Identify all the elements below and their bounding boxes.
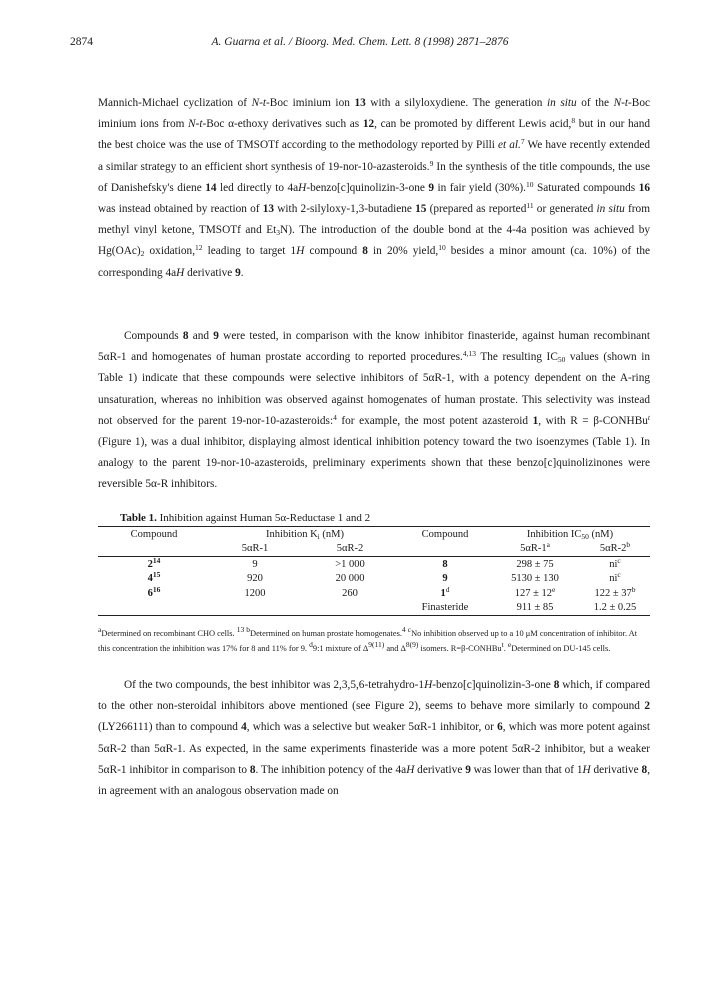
table-cell-compound: 9 — [442, 573, 448, 585]
table-cell: 260 — [342, 587, 358, 599]
table-row — [98, 586, 650, 601]
table-cell: $ni^c$ — [609, 555, 621, 570]
table-cell: $ni^c$ — [609, 570, 621, 585]
paragraph-2: Compounds 8 and 9 were tested, in comparison with the know inhibitor finasteride, against human recombinant 5αR-1 and homogenates of human prostate according to reported procedures.$^{4,13}$ The resulting $IC_{50}$ values (shown in Table 1) indicate that these compounds were selective inhibitors of 5αR-1, with a potency dependent on the A-ring unsaturation, whereas no inhibition was observed against homogenates of human prostate. This selectivity was instead not observed for the parent 19-nor-10-azasteroids:$^4$ for example, the most potent azasteroid 1, with R = β-CONHBu$^t$ (Figure 1), was a dual inhibitor, displaying almost identical inhibition potency toward the two isoenzymes (Table 1). In analogy to the parent 19-nor-10-azasteroids, preliminary experiments shown that these benzo[c]quinolizinones were reversible 5α-R inhibitors. — [98, 330, 650, 491]
table-row — [98, 601, 650, 616]
subheader-5ar2: 5αR-2 — [300, 542, 400, 557]
table-cell: 298 ± 75 — [516, 558, 554, 570]
table-label: Table 1. — [120, 512, 157, 524]
table-cell: $127 \pm 12^e$ — [514, 584, 556, 599]
table-cell: 9 — [252, 558, 258, 570]
table-cell — [210, 601, 300, 616]
table-cell-compound: $4^{15}$ — [147, 570, 161, 585]
table-cell: 1.2 ± 0.25 — [580, 601, 650, 616]
table-cell: 20 000 — [335, 573, 365, 585]
table-subheader-row — [98, 542, 650, 557]
header-ic50: Inhibition $IC_{50}$ (nM) — [490, 527, 650, 542]
table-row — [98, 557, 650, 572]
table-cell: 5130 ± 130 — [511, 573, 559, 585]
inhibition-table — [98, 526, 650, 616]
table-cell: 1200 — [244, 587, 266, 599]
paragraph-3: Of the two compounds, the best inhibitor was 2,3,5,6-tetrahydro-1H-benzo[c]quinolizin-3-one 8 which, if compared to the other non-steroidal inhibitors above mentioned (see Figure 2), seems to behave more similarly to compound 2 (LY266111) than to compound 4, which was a selective but weaker 5αR-1 inhibitor, or 6, which was more potent against 5αR-2 than 5αR-1. As expected, in the same experiments finasteride was a more potent 5αR-2 inhibitor, but a weaker 5αR-1 inhibitor in comparison to 8. The inhibition potency of the 4aH derivative 9 was lower than that of 1H derivative 8, in agreement with an analogous observation made on — [98, 679, 651, 798]
table-cell: 920 — [247, 573, 263, 585]
running-header — [0, 36, 720, 52]
subheader-ic-5ar1: 5αR-1$^a$ — [490, 542, 580, 557]
table-row — [98, 572, 650, 587]
table-cell — [300, 601, 400, 616]
table-cell-compound: 8 — [442, 558, 448, 570]
table-cell-compound: 1$^d$ — [440, 584, 450, 599]
table-cell-compound: $6^{16}$ — [147, 584, 161, 599]
header-compound-2: Compound — [400, 527, 490, 542]
journal-citation: A. Guarna et al. / Bioorg. Med. Chem. Lett. 8 (1998) 2871–2876 — [211, 36, 509, 48]
header-compound: Compound — [98, 527, 210, 542]
table-footnotes: $^a$Determined on recombinant CHO cells. $^{13}$ $^b$Determined on human prostate homogenates.$^4$ $^c$No inhibition observed up to a 10 μM concentration of inhibitor. At this concentration the inhibition was 17% for 8 and 11% for 9. $^d$9:1 mixture of $\Delta^{9(11)}$ and $\Delta^{8(9)}$ isomers. R=β-CONHBu$^t$. $^e$Determined on DU-145 cells. — [98, 625, 638, 653]
table-cell: >1 000 — [335, 558, 365, 570]
header-ki: Inhibition $K_i$ (nM) — [210, 527, 400, 542]
table-cell-compound: $2^{14}$ — [147, 555, 161, 570]
page-number: 2874 — [70, 36, 93, 48]
table-cell: 911 ± 85 — [490, 601, 580, 616]
table-cell-compound: Finasteride — [400, 601, 490, 616]
table-title: Inhibition against Human 5α-Reductase 1 and 2 — [159, 512, 371, 524]
paragraph-1: Mannich-Michael cyclization of N-t-Boc iminium ion 13 with a silyloxydiene. The generation in situ of the N-t-Boc iminium ions from N-t-Boc α-ethoxy derivatives such as 12, can be promoted by different Lewis acid,$^8$ but in our hand the best choice was the use of TMSOTf according to the methodology reported by Pilli et al.$^7$ We have recently extended a similar strategy to an efficient short synthesis of 19-nor-10-azasteroids.$^9$ In the synthesis of the title compounds, the use of Danishefsky's diene 14 led directly to 4aH-benzo[c]quinolizin-3-one 9 in fair yield (30%).$^{10}$ Saturated compounds 16 was instead obtained by reaction of 13 with 2-silyloxy-1,3-butadiene 15 (prepared as reported$^{11}$ or generated in situ from methyl vinyl ketone, TMSOTf and $Et_3N$). The introduction of the double bond at the 4-4a position was achieved by $Hg(OAc)_2$ oxidation,$^{12}$ leading to target 1H compound 8 in 20% yield,$^{10}$ besides a minor amount (ca. 10%) of the corresponding 4aH derivative 9. — [98, 97, 651, 279]
subheader-5ar1: 5αR-1 — [210, 542, 300, 557]
table-caption — [120, 512, 370, 524]
table-cell — [98, 601, 210, 616]
table-header-row — [98, 527, 650, 542]
subheader-ic-5ar2: 5αR-2$^b$ — [580, 542, 650, 557]
table-cell: $122 \pm 37^b$ — [594, 584, 636, 599]
